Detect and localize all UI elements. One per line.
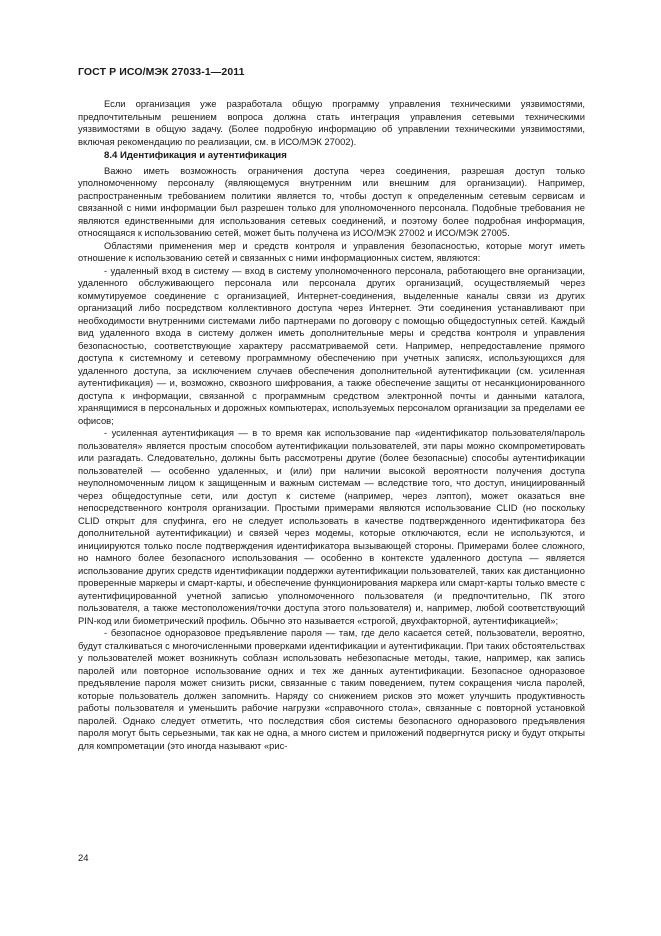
paragraph-vulnerability-management: Если организация уже разработала общую программу управления техническими уязвимостями, предпочтительным решением вопроса должна стать интеграция управления сетевыми техническими уязвимостями в общую задачу. (Более подробную информацию об управлении техническими уязвимостями, включая рекомендацию по реализации, см. в ИСО/МЭК 27002). [78, 98, 585, 147]
list-item-strong-authentication: - усиленная аутентификация — в то время как использование пар «идентификатор пользователя/пароль пользователя» является простым способом аутентификации пользователей, эти пары можно скомпрометировать или разгадать. Следовательно, должны быть рассмотрены другие (более безопасные) способы аутентификации пользователей — особенно удаленных, и (или) при наличии высокой вероятности получения доступа неуполномоченным лицом к защищенным и важным системам — вследствие того, что доступ, инициированный через общедоступные сети, или доступ к системе (например, через лэптоп), может оказаться вне непосредственного контроля организации. Простыми примерами являются использование CLID (но поскольку CLID открыт для спуфинга, его не следует использовать в качестве подтвержденного идентификатора без дополнительной аутентификации) и связей через модемы, которые отключаются, если не используются, и инициируются только после подтверждения идентификатора вызывающей стороны. Примерами более сложного, но намного более безопасного использования — особенно в контексте удаленного доступа — является использование других средств идентификации поддержки аутентификации пользователей, таких как дистанционно проверенные маркеры и смарт-карты, и обеспечение функционирования маркера или смарт-карты только вместе с аутентифицированной учетной записью уполномоченного пользователя (и предпочтительно, ПК этого пользователя, а также местоположения/точки доступа этого пользователя) и, например, любой соответствующий PIN-код или биометрический профиль. Обычно это называется «строгой, двухфакторной, аутентификацией»; [78, 427, 585, 626]
paragraph-control-areas-intro: Областями применения мер и средств контроля и управления безопасностью, которые могут иметь отношение к использованию сетей и связанных с ними информационных систем, являются: [78, 239, 585, 263]
paragraph-access-restriction: Важно иметь возможность ограничения доступа через соединения, разрешая доступ только уполномоченному персоналу (являющемуся внутренним или внешним для организации). Например, распространенным требованием политики является то, чтобы доступ к определенным сетевым сервисам и связанной с ними информации был разрешен только для уполномоченного персонала. Подобные требования не являются единственными для использования сетевых соединений, и поэтому более подробная информация, относящаяся к использованию сетей, может быть получена из ИСО/МЭК 27002 и ИСО/МЭК 27005. [78, 164, 585, 238]
list-item-single-sign-on: - безопасное одноразовое предъявление пароля — там, где дело касается сетей, пользователи, вероятно, будут сталкиваться с многочисленными проверками идентификации и аутентификации. При таких обстоятельствах у пользователей может возникнуть соблазн использовать небезопасные методы, такие, например, как запись паролей или повторное использование одних и тех же данных аутентификации. Безопасное одноразовое предъявление пароля может снизить риски, связанные с таким поведением, путем сокращения числа паролей, которые пользователь должен запомнить. Наряду со снижением рисков это может улучшить продуктивность работы пользователя и уменьшить рабочие нагрузки «справочного стола», связанные с повторной установкой паролей. Однако следует отметить, что последствия сбоя системы безопасного одноразового предъявления пароля могут быть серьезными, так как не одна, а много систем и приложений подвергнутся риску и будут открыты для компрометации (это иногда называют «рис- [78, 627, 585, 751]
list-item-remote-login: - удаленный вход в систему — вход в систему уполномоченного персонала, работающего вне организации, удаленного обслуживающего персонала или персонала других организаций, осуществляемый через коммутируемое соединение с организацией, Интернет-соединения, выделенные каналы связи из других организаций либо посредством коллективного доступа через Интернет. Эти соединения устанавливают при необходимости внутренними системами либо партнерами по договору с помощью общедоступных сетей. Каждый вид удаленного входа в систему должен иметь дополнительные меры и средства контроля и управления безопасностью, соответствующие характеру рассматриваемой сети. Например, непредоставление прямого доступа к системному и сетевому программному обеспечению при учетных записях, использующихся для удаленного доступа, за исключением случаев обеспечения дополнительной аутентификации (см. усиленная аутентификация) — и, возможно, сквозного шифрования, а также обеспечение защиты от несанкционированного доступа к информации, связанной с программным средством электронной почты и данными каталога, хранящимися в персональных и дорожных компьютерах, используемых персоналом организации за пределами ее офисов; [78, 264, 585, 426]
page-number: 24 [78, 853, 89, 864]
page-header-standard: ГОСТ Р ИСО/МЭК 27033-1—2011 [78, 66, 245, 78]
page-body [78, 98, 585, 752]
section-heading: 8.4 Идентификация и аутентификация [104, 150, 287, 161]
